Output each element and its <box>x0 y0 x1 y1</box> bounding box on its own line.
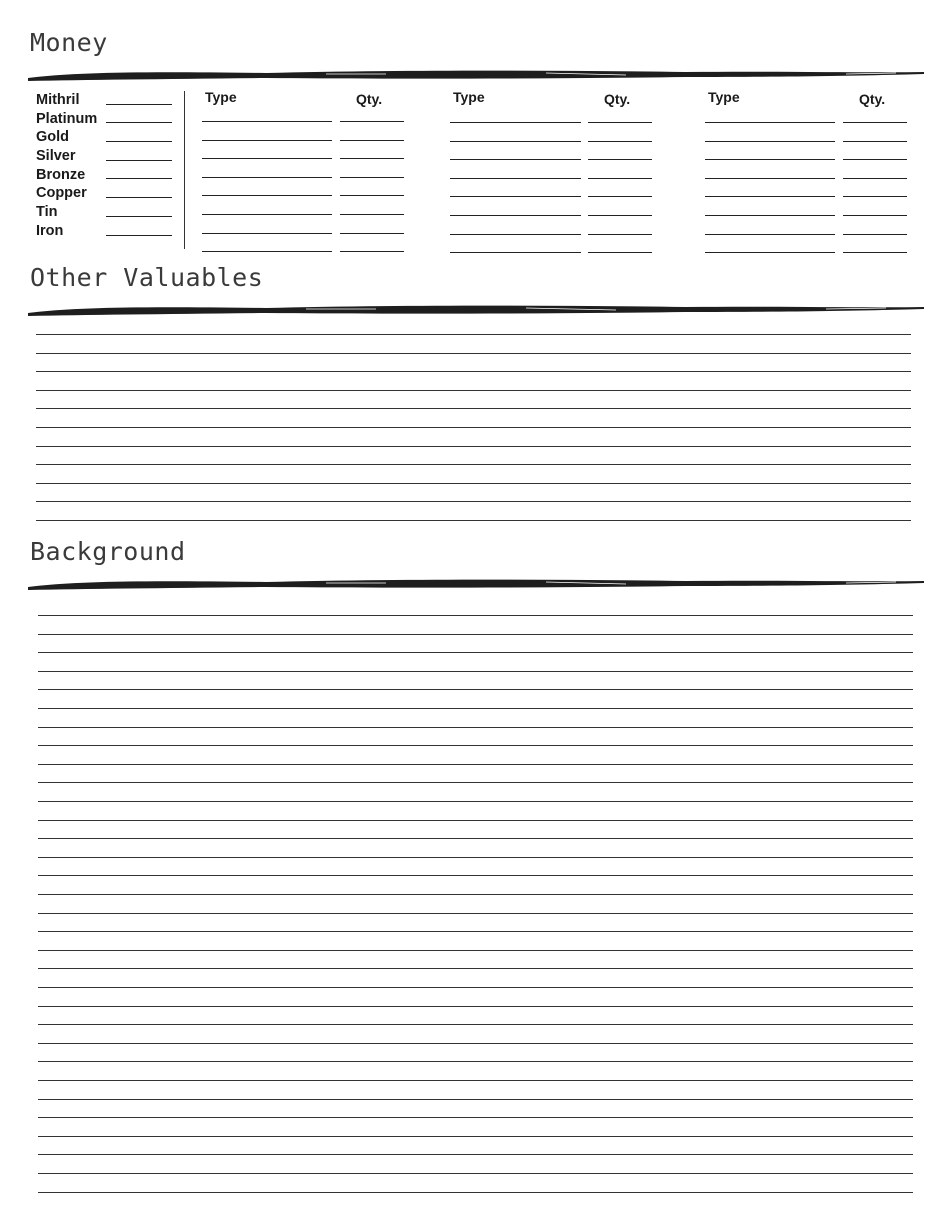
coin-qty-field[interactable] <box>588 122 652 123</box>
coin-type-field[interactable] <box>202 177 332 178</box>
background-brush-divider <box>26 576 926 592</box>
background-writing-line[interactable] <box>38 1154 913 1155</box>
background-writing-line[interactable] <box>38 1006 913 1007</box>
qty-column-header: Qty. <box>604 91 631 107</box>
coin-qty-field[interactable] <box>843 159 907 160</box>
money-title: Money <box>30 28 108 57</box>
coin-label: Platinum <box>36 110 98 127</box>
coin-qty-field[interactable] <box>843 141 907 142</box>
background-writing-line[interactable] <box>38 1024 913 1025</box>
background-writing-line[interactable] <box>38 1173 913 1174</box>
coin-type-field[interactable] <box>705 252 835 253</box>
valuables-writing-line[interactable] <box>36 371 911 372</box>
coin-qty-field[interactable] <box>340 177 404 178</box>
coin-qty-field[interactable] <box>843 252 907 253</box>
coin-type-field[interactable] <box>450 215 581 216</box>
background-writing-line[interactable] <box>38 857 913 858</box>
background-writing-line[interactable] <box>38 615 913 616</box>
background-writing-line[interactable] <box>38 838 913 839</box>
other-valuables-brush-divider <box>26 302 926 318</box>
background-writing-line[interactable] <box>38 801 913 802</box>
coin-label: Iron <box>36 222 64 239</box>
background-writing-line[interactable] <box>38 764 913 765</box>
background-writing-line[interactable] <box>38 1099 913 1100</box>
coin-amount-field[interactable] <box>106 197 172 198</box>
coin-qty-field[interactable] <box>843 215 907 216</box>
background-writing-line[interactable] <box>38 727 913 728</box>
coin-qty-field[interactable] <box>588 215 652 216</box>
coin-type-field[interactable] <box>202 121 332 122</box>
background-writing-line[interactable] <box>38 820 913 821</box>
coin-amount-field[interactable] <box>106 141 172 142</box>
coin-qty-field[interactable] <box>588 196 652 197</box>
background-writing-line[interactable] <box>38 894 913 895</box>
coin-label: Mithril <box>36 92 80 108</box>
background-writing-line[interactable] <box>38 1192 913 1193</box>
coin-qty-field[interactable] <box>588 178 652 179</box>
coin-label: Copper <box>36 185 87 202</box>
coin-type-field[interactable] <box>705 178 835 179</box>
qty-column-header: Qty. <box>356 91 383 107</box>
background-writing-line[interactable] <box>38 652 913 653</box>
coin-type-field[interactable] <box>705 141 835 142</box>
coin-qty-field[interactable] <box>588 159 652 160</box>
coin-type-field[interactable] <box>202 140 332 141</box>
background-writing-line[interactable] <box>38 987 913 988</box>
coin-type-field[interactable] <box>450 122 581 123</box>
coin-amount-field[interactable] <box>106 216 172 217</box>
background-writing-line[interactable] <box>38 634 913 635</box>
coin-type-field[interactable] <box>450 141 581 142</box>
coin-type-field[interactable] <box>202 233 332 234</box>
coin-type-field[interactable] <box>450 196 581 197</box>
money-column-divider <box>184 91 185 249</box>
coin-type-field[interactable] <box>450 159 581 160</box>
coin-qty-field[interactable] <box>588 234 652 235</box>
coin-row <box>36 89 172 108</box>
coin-qty-field[interactable] <box>340 140 404 141</box>
qty-column-header: Qty. <box>859 91 886 107</box>
coin-type-field[interactable] <box>705 159 835 160</box>
coin-qty-field[interactable] <box>340 158 404 159</box>
valuables-writing-line[interactable] <box>36 334 911 335</box>
coin-qty-field[interactable] <box>843 178 907 179</box>
coin-label: Tin <box>36 204 58 221</box>
background-writing-line[interactable] <box>38 671 913 672</box>
type-column-header: Type <box>453 89 485 105</box>
coin-row <box>36 220 172 239</box>
coin-qty-field[interactable] <box>340 195 404 196</box>
coin-type-field[interactable] <box>705 215 835 216</box>
coin-label: Gold <box>36 129 70 146</box>
coin-row <box>36 126 172 145</box>
background-writing-line[interactable] <box>38 708 913 709</box>
background-writing-line[interactable] <box>38 950 913 951</box>
coin-list <box>36 89 172 239</box>
coin-qty-field[interactable] <box>843 196 907 197</box>
coin-qty-field[interactable] <box>588 141 652 142</box>
money-brush-divider <box>26 67 926 83</box>
coin-type-field[interactable] <box>450 234 581 235</box>
coin-type-field[interactable] <box>202 195 332 196</box>
background-writing-line[interactable] <box>38 1061 913 1062</box>
type-column-header: Type <box>205 89 237 105</box>
coin-qty-field[interactable] <box>340 251 404 252</box>
background-writing-line[interactable] <box>38 1043 913 1044</box>
coin-label: Bronze <box>36 166 86 183</box>
coin-row <box>36 201 172 220</box>
valuables-writing-line[interactable] <box>36 483 911 484</box>
valuables-writing-line[interactable] <box>36 520 911 521</box>
coin-type-field[interactable] <box>202 214 332 215</box>
valuables-writing-line[interactable] <box>36 446 911 447</box>
background-title: Background <box>30 537 186 566</box>
valuables-writing-line[interactable] <box>36 390 911 391</box>
background-writing-line[interactable] <box>38 968 913 969</box>
valuables-writing-line[interactable] <box>36 408 911 409</box>
coin-qty-field[interactable] <box>340 233 404 234</box>
coin-row <box>36 145 172 164</box>
coin-label: Silver <box>36 148 76 165</box>
coin-type-field[interactable] <box>202 251 332 252</box>
valuables-writing-line[interactable] <box>36 427 911 428</box>
background-writing-line[interactable] <box>38 1117 913 1118</box>
coin-type-field[interactable] <box>450 178 581 179</box>
background-writing-line[interactable] <box>38 913 913 914</box>
background-writing-line[interactable] <box>38 1080 913 1081</box>
coin-type-field[interactable] <box>450 252 581 253</box>
coin-qty-field[interactable] <box>588 252 652 253</box>
coin-row <box>36 108 172 127</box>
coin-qty-field[interactable] <box>843 234 907 235</box>
coin-row <box>36 182 172 201</box>
coin-type-field[interactable] <box>705 234 835 235</box>
coin-row <box>36 164 172 183</box>
background-writing-line[interactable] <box>38 689 913 690</box>
coin-amount-field[interactable] <box>106 104 172 105</box>
background-writing-line[interactable] <box>38 1136 913 1137</box>
coin-type-field[interactable] <box>705 122 835 123</box>
coin-amount-field[interactable] <box>106 178 172 179</box>
coin-amount-field[interactable] <box>106 235 172 236</box>
valuables-writing-line[interactable] <box>36 353 911 354</box>
coin-type-field[interactable] <box>202 158 332 159</box>
coin-type-field[interactable] <box>705 196 835 197</box>
coin-qty-field[interactable] <box>340 121 404 122</box>
type-column-header: Type <box>708 89 740 105</box>
background-writing-line[interactable] <box>38 782 913 783</box>
coin-qty-field[interactable] <box>843 122 907 123</box>
valuables-writing-line[interactable] <box>36 501 911 502</box>
other-valuables-title: Other Valuables <box>30 263 264 292</box>
background-writing-line[interactable] <box>38 931 913 932</box>
coin-amount-field[interactable] <box>106 160 172 161</box>
valuables-writing-line[interactable] <box>36 464 911 465</box>
background-writing-line[interactable] <box>38 745 913 746</box>
coin-qty-field[interactable] <box>340 214 404 215</box>
coin-amount-field[interactable] <box>106 122 172 123</box>
background-writing-line[interactable] <box>38 875 913 876</box>
